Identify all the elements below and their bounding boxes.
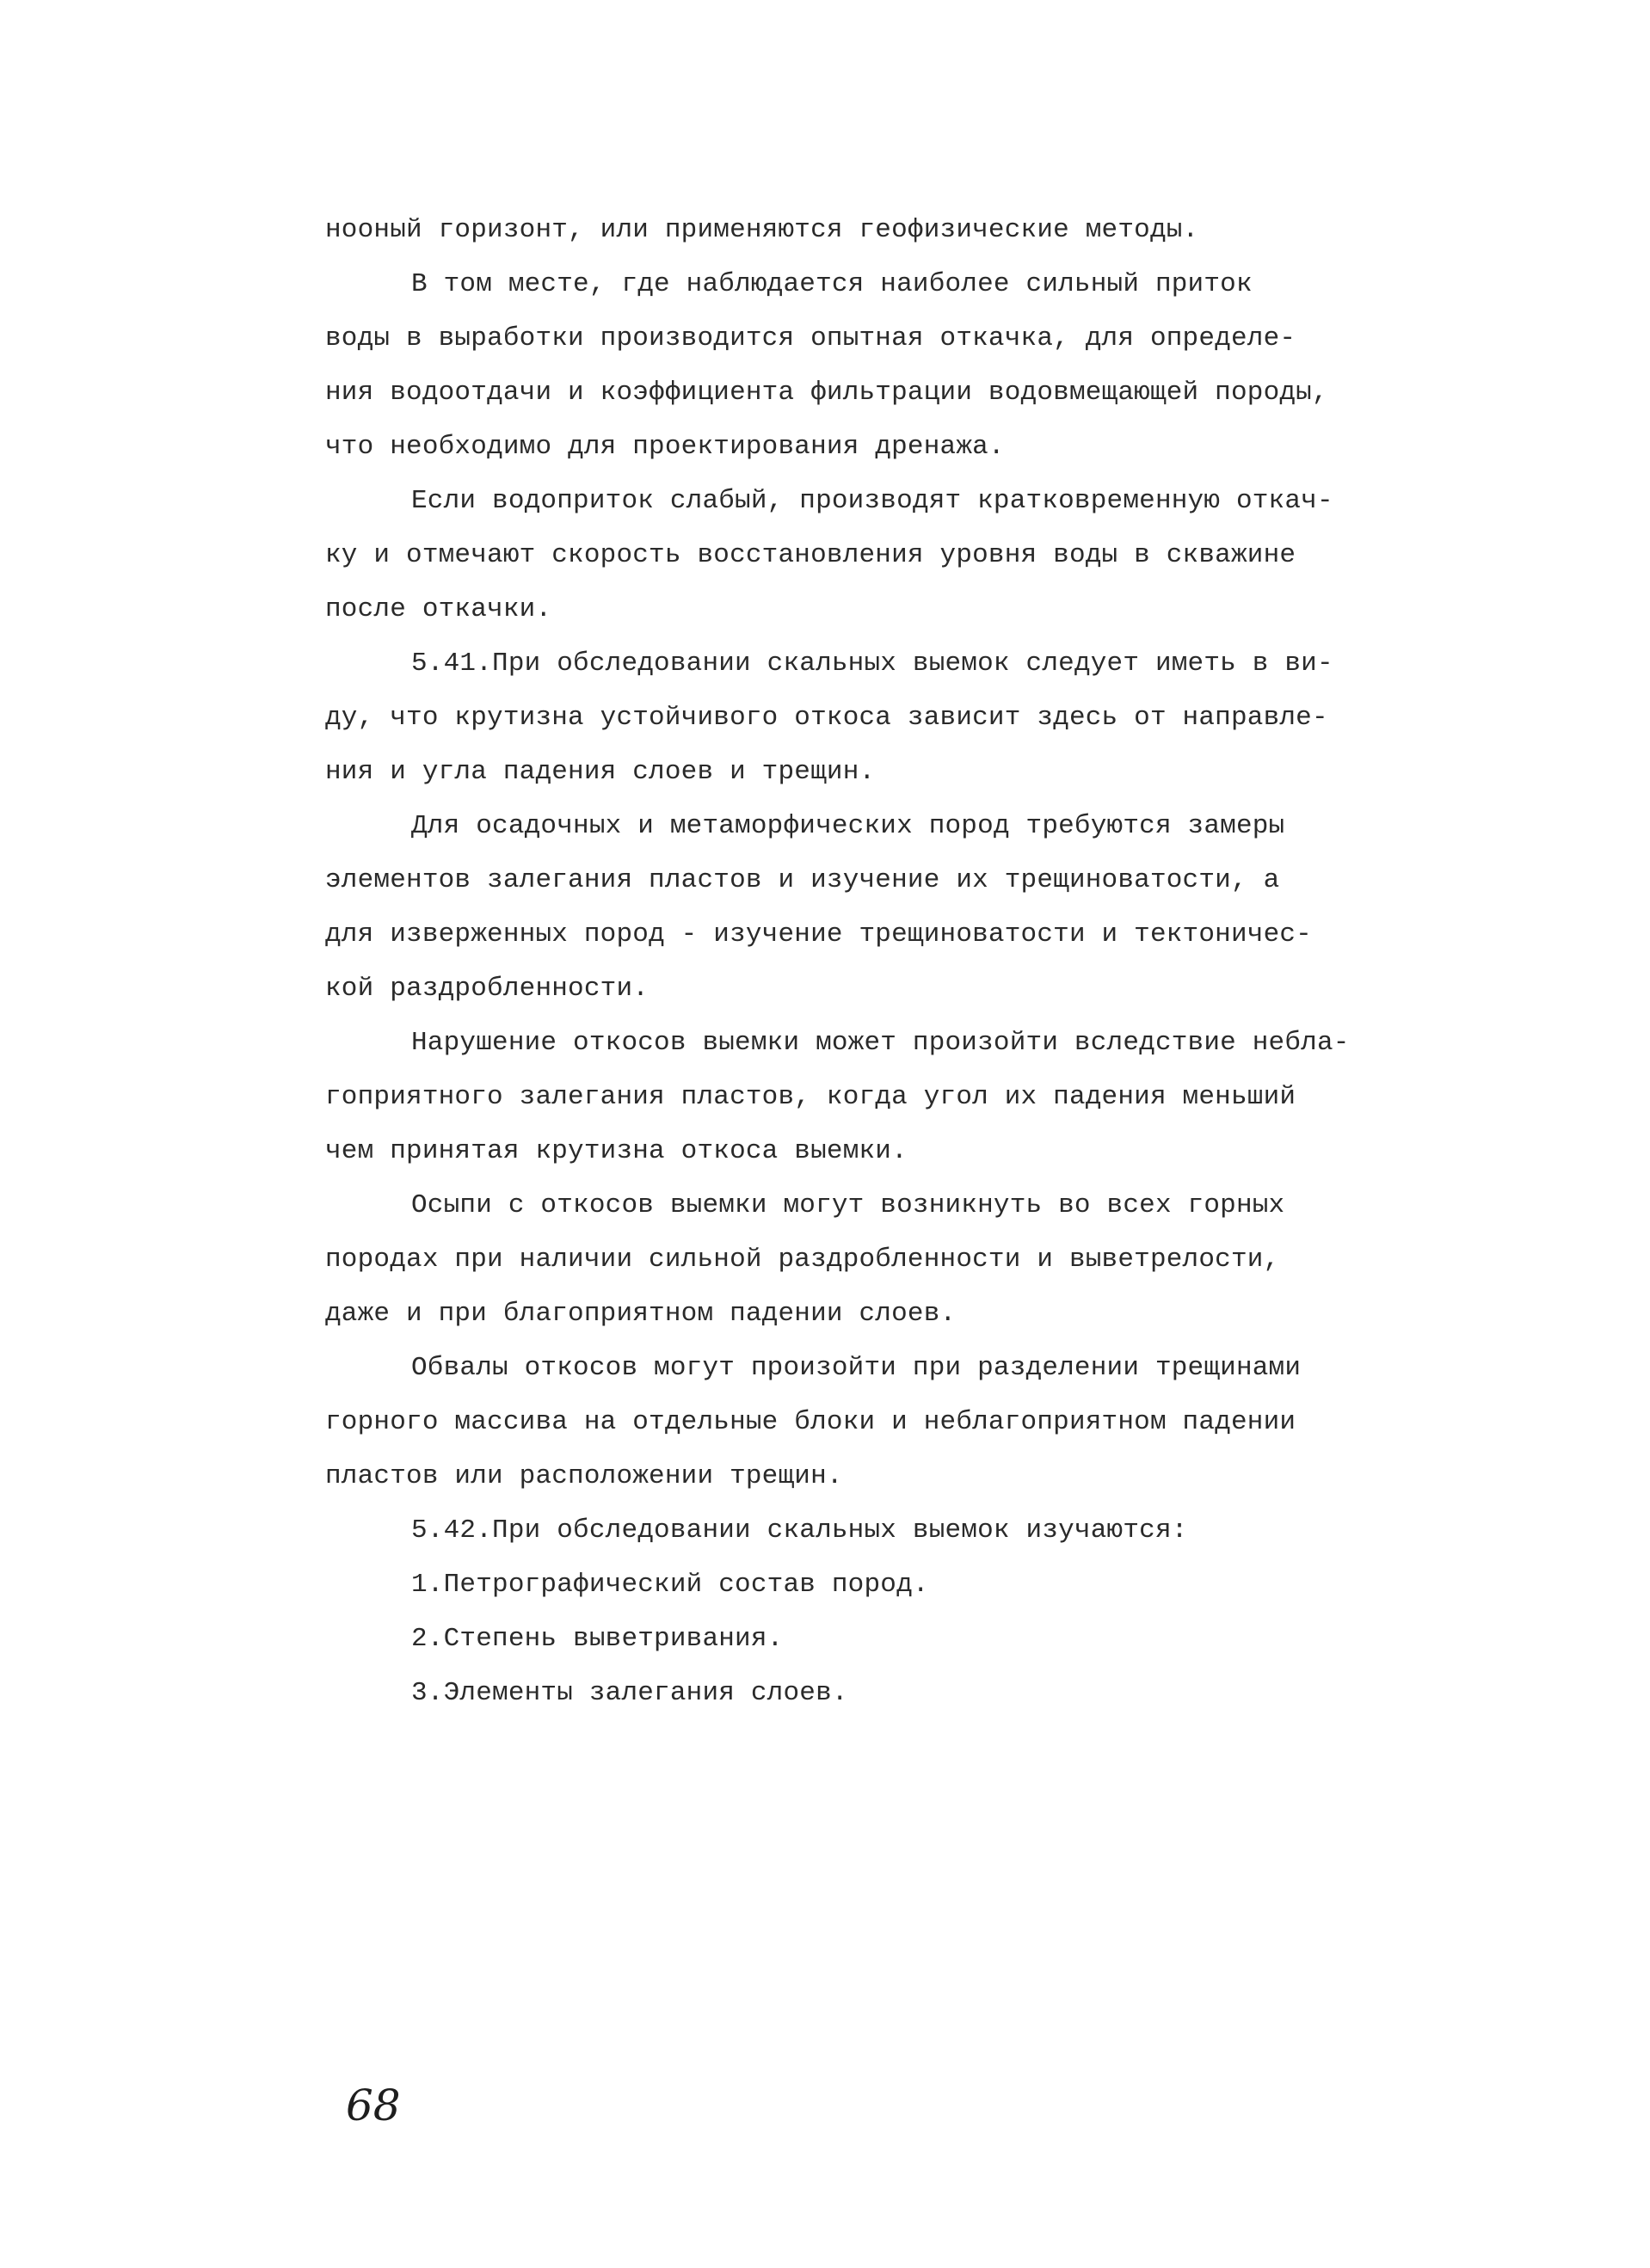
list-item: 1.Петрографический состав пород. bbox=[411, 1570, 929, 1600]
text-line: В том месте, где наблюдается наиболее сильный приток bbox=[411, 269, 1253, 299]
text-line: что необходимо для проектирования дренажа. bbox=[325, 432, 1005, 462]
text-line: кой раздробленности. bbox=[325, 974, 650, 1004]
text-line: нооный горизонт, или применяются геофизические методы. bbox=[325, 215, 1199, 245]
text-line: горного массива на отдельные блоки и неблагоприятном падении bbox=[325, 1407, 1296, 1437]
text-line: воды в выработки производится опытная откачка, для определе- bbox=[325, 323, 1296, 353]
text-line: ния водоотдачи и коэффициента фильтрации водовмещающей породы, bbox=[325, 378, 1328, 408]
list-item: 2.Степень выветривания. bbox=[411, 1624, 784, 1654]
text-line: породах при наличии сильной раздробленности и выветрелости, bbox=[325, 1245, 1280, 1275]
text-line: ния и угла падения слоев и трещин. bbox=[325, 757, 876, 787]
text-line: Для осадочных и метаморфических пород требуются замеры bbox=[411, 811, 1285, 841]
text-line: пластов или расположении трещин. bbox=[325, 1461, 843, 1491]
text-line: ку и отмечают скорость восстановления уровня воды в скважине bbox=[325, 540, 1296, 570]
text-line: даже и при благоприятном падении слоев. bbox=[325, 1299, 957, 1329]
text-line: Если водоприток слабый, производят кратковременную откач- bbox=[411, 486, 1333, 516]
text-line: Обвалы откосов могут произойти при разделении трещинами bbox=[411, 1353, 1302, 1383]
text-line: чем принятая крутизна откоса выемки. bbox=[325, 1136, 908, 1166]
text-line: 5.41.При обследовании скальных выемок следует иметь в ви- bbox=[411, 648, 1333, 679]
text-line: ду, что крутизна устойчивого откоса зависит здесь от направле- bbox=[325, 703, 1328, 733]
text-line: Нарушение откосов выемки может произойти вследствие небла- bbox=[411, 1028, 1350, 1058]
text-line: 5.42.При обследовании скальных выемок изучаются: bbox=[411, 1515, 1188, 1546]
page-number: 68 bbox=[346, 2081, 401, 2130]
text-line: гоприятного залегания пластов, когда угол их падения меньший bbox=[325, 1082, 1296, 1112]
text-line: для изверженных пород - изучение трещиноватости и тектоничес- bbox=[325, 919, 1312, 950]
text-line: Осыпи с откосов выемки могут возникнуть во всех горных bbox=[411, 1190, 1285, 1220]
list-item: 3.Элементы залегания слоев. bbox=[411, 1678, 848, 1708]
text-line: элементов залегания пластов и изучение их трещиноватости, а bbox=[325, 865, 1280, 895]
body-text bbox=[325, 203, 1409, 1720]
text-line: после откачки. bbox=[325, 594, 552, 624]
